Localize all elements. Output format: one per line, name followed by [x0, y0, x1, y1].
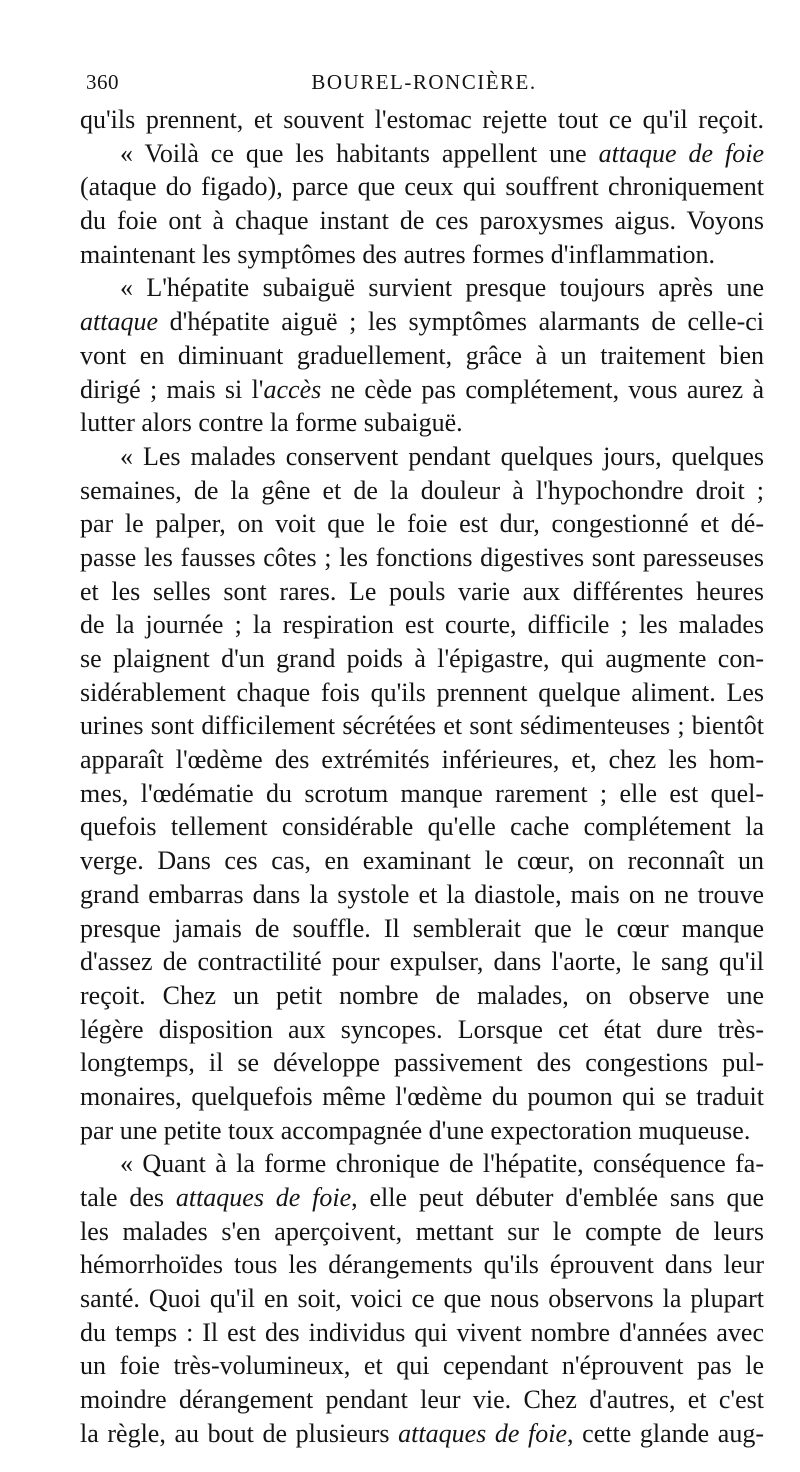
text-segment: ne cède pas complétement, vous aurez à	[321, 374, 764, 404]
text-segment: la règle, au bout de plusieurs	[80, 1418, 399, 1448]
text-segment: verge. Dans ces cas, en examinant le cœur, on reconnaît un	[80, 846, 764, 876]
text-line	[80, 1147, 764, 1181]
text-segment: moindre dérangement pendant leur vie. Chez d'autres, et c'est	[80, 1385, 764, 1415]
text-line	[80, 1248, 764, 1282]
text-line	[80, 743, 764, 777]
text-line	[80, 709, 764, 743]
text-line	[80, 1417, 764, 1451]
text-segment: (ataque do figado), parce que ceux qui souffrent chroniquement	[80, 172, 764, 202]
text-segment: hémorrhoïdes tous les dérangements qu'ils éprouvent dans leur	[80, 1250, 764, 1280]
text-segment: du temps : Il est des individus qui vivent nombre d'années avec	[80, 1317, 764, 1347]
text-segment: passe les fausses côtes ; les fonctions digestives sont paresseuses	[80, 542, 764, 572]
text-segment: longtemps, il se développe passivement des congestions pul-	[80, 1048, 764, 1078]
text-segment: et les selles sont rares. Le pouls varie aux différentes heures	[80, 576, 764, 606]
text-line	[80, 777, 764, 811]
text-segment: par une petite toux accompagnée d'une expectoration muqueuse.	[80, 1115, 751, 1145]
text-line	[80, 1114, 764, 1148]
text-segment: tale des	[80, 1183, 176, 1212]
text-line	[80, 507, 764, 541]
text-line	[80, 1215, 764, 1249]
text-segment: quefois tellement considérable qu'elle cache complétement la	[80, 812, 764, 842]
text-segment: maintenant les symptômes des autres formes d'inflammation.	[80, 239, 716, 269]
text-line	[80, 1013, 764, 1047]
running-head	[86, 70, 762, 100]
text-line	[80, 810, 764, 844]
text-line	[80, 1282, 764, 1316]
text-line	[80, 305, 764, 339]
text-segment: sidérablement chaque fois qu'ils prennent quelque aliment. Les	[80, 677, 764, 707]
text-line	[80, 878, 764, 912]
text-line	[80, 608, 764, 642]
text-segment: monaires, quelquefois même l'œdème du poumon qui se traduit	[80, 1081, 764, 1111]
text-segment: légère disposition aux syncopes. Lorsque cet état dure très-	[80, 1014, 764, 1044]
text-line	[80, 170, 764, 204]
text-line	[80, 844, 764, 878]
text-line	[80, 676, 764, 710]
text-segment: d'hépatite aiguë ; les symptômes alarmants de celle-ci	[158, 307, 764, 337]
italic-phrase: attaque de foie	[598, 138, 764, 168]
text-line	[80, 440, 764, 474]
italic-phrase: attaque	[80, 307, 158, 337]
text-line	[80, 373, 764, 407]
text-segment: du foie ont à chaque instant de ces paroxysmes aigus. Voyons	[80, 206, 764, 236]
text-segment: qu'ils prennent, et souvent l'estomac rejette tout ce qu'il reçoit.	[80, 105, 764, 134]
text-segment: les malades s'en aperçoivent, mettant sur le compte de leurs	[80, 1216, 764, 1246]
text-segment: par le palper, on voit que le foie est dur, congestionné et dé-	[80, 509, 764, 539]
text-line	[80, 979, 764, 1013]
text-line	[80, 1349, 764, 1383]
text-line	[80, 1316, 764, 1350]
text-segment: reçoit. Chez un petit nombre de malades, on observe une	[80, 980, 764, 1010]
text-line	[80, 238, 764, 272]
text-line	[80, 474, 764, 508]
text-line	[80, 642, 764, 676]
text-segment: dirigé ; mais si l'	[80, 374, 264, 404]
text-segment: un foie très-volumineux, et qui cependant n'éprouvent pas le	[80, 1351, 764, 1381]
text-segment: apparaît l'œdème des extrémités inférieures, et, chez les hom-	[80, 745, 764, 775]
body-text	[80, 103, 764, 1451]
text-segment: presque jamais de souffle. Il semblerait que le cœur manque	[80, 913, 764, 943]
text-segment: d'assez de contractilité pour expulser, dans l'aorte, le sang qu'il	[80, 947, 764, 977]
text-segment: se plaignent d'un grand poids à l'épigastre, qui augmente con-	[80, 644, 764, 673]
text-line	[80, 406, 764, 440]
text-segment: « Les malades conservent pendant quelques jours, quelques	[120, 441, 764, 471]
text-segment: urines sont difficilement sécrétées et sont sédimenteuses ; bientôt	[80, 711, 764, 741]
text-segment: « L'hépatite subaiguë survient presque toujours après une	[120, 273, 764, 303]
text-segment: vont en diminuant graduellement, grâce à un traitement bien	[80, 340, 764, 370]
text-segment: « Voilà ce que les habitants appellent une	[120, 138, 599, 168]
text-segment: , elle peut débuter d'emblée sans que	[351, 1183, 764, 1212]
text-segment: santé. Quoi qu'il en soit, voici ce que nous observons la plupart	[80, 1284, 764, 1314]
text-line	[80, 204, 764, 238]
text-line	[80, 912, 764, 946]
text-line	[80, 541, 764, 575]
text-segment: mes, l'œdématie du scrotum manque rarement ; elle est quel-	[80, 778, 764, 808]
text-segment: grand embarras dans la systole et la diastole, mais on ne trouve	[80, 879, 764, 909]
text-segment: semaines, de la gêne et de la douleur à l'hypochondre droit ;	[80, 475, 764, 505]
italic-phrase: accès	[263, 374, 322, 404]
text-line	[80, 137, 764, 171]
text-segment: « Quant à la forme chronique de l'hépatite, conséquence fa-	[120, 1149, 764, 1179]
text-segment: lutter alors contre la forme subaiguë.	[80, 408, 463, 438]
running-title: BOUREL-RONCIÈRE.	[311, 70, 537, 94]
text-line	[80, 1046, 764, 1080]
italic-phrase: attaques de foie	[175, 1183, 352, 1212]
text-line	[80, 271, 764, 305]
text-segment: de la journée ; la respiration est courte, difficile ; les malades	[80, 610, 764, 640]
text-line	[80, 1383, 764, 1417]
text-segment: , cette glande aug-	[567, 1418, 764, 1448]
italic-phrase: attaques de foie	[398, 1418, 568, 1448]
page-number: 360	[86, 70, 119, 94]
text-line	[80, 575, 764, 609]
text-line	[80, 1181, 764, 1215]
text-line	[80, 103, 764, 137]
text-line	[80, 945, 764, 979]
text-line	[80, 1080, 764, 1114]
text-line	[80, 339, 764, 373]
